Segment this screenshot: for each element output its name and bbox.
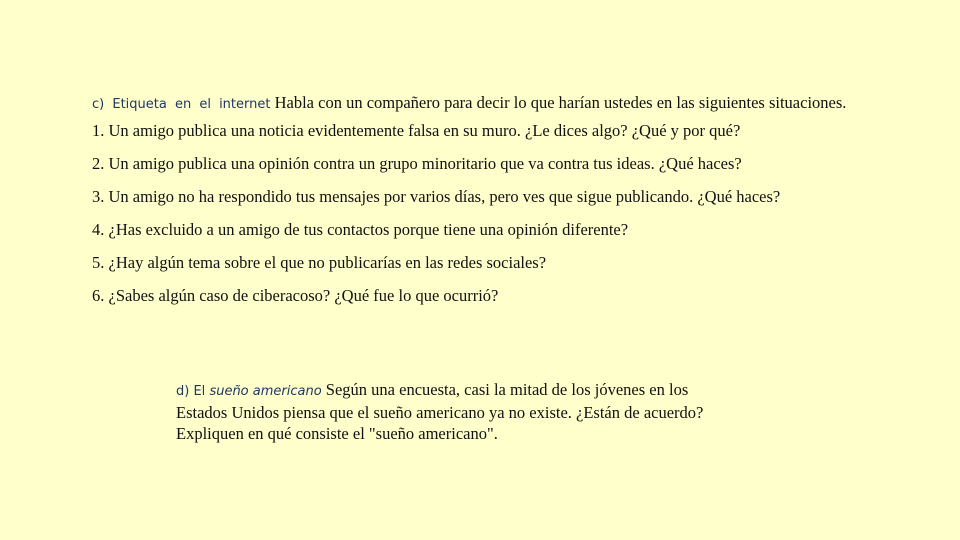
section-d-label [176,384,322,399]
section-c-label: c) Etiqueta en el internet [92,97,271,112]
section-c-intro-paragraph [92,86,858,121]
question-item: 4. ¿Has excluido a un amigo de tus contactos porque tiene una opinión diferente? [92,220,629,239]
section-d-title: sueño americano [209,384,322,399]
question-item: 1. Un amigo publica una noticia evidentemente falsa en su muro. ¿Le dices algo? ¿Qué y por qué? [92,121,741,140]
question-item: 2. Un amigo publica una opinión contra un grupo minoritario que va contra tus ideas. ¿Qué haces? [92,154,742,173]
section-d [176,379,721,444]
section-d-label-prefix: d) El [176,384,206,399]
section-d-text: Según una encuesta, casi la mitad de los jóvenes en los Estados Unidos piensa que el sueño americano ya no existe. ¿Están de acuerdo? Expliquen en qué consiste el "sueño americano". [176,380,704,443]
question-item: 3. Un amigo no ha respondido tus mensajes por varios días, pero ves que sigue publicando. ¿Qué haces? [92,187,781,206]
question-item: 6. ¿Sabes algún caso de ciberacoso? ¿Qué fue lo que ocurrió? [92,286,499,305]
question-item: 5. ¿Hay algún tema sobre el que no publicarías en las redes sociales? [92,253,547,272]
section-c-intro: Habla con un compañero para decir lo que harían ustedes en las siguientes situaciones. [274,93,847,112]
question-list [92,121,858,306]
section-c [92,86,858,306]
